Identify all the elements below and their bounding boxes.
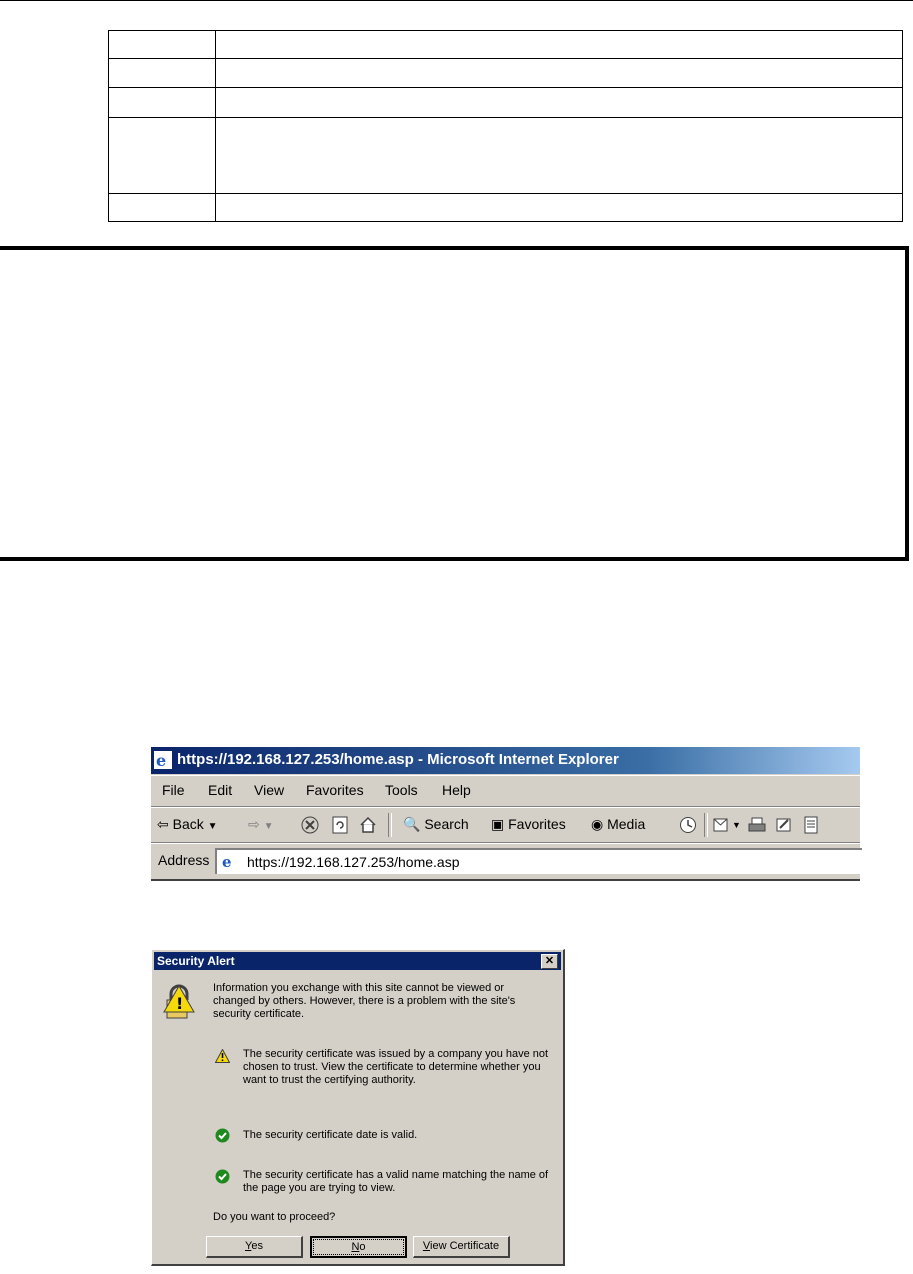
svg-text:e: e	[222, 853, 232, 870]
chevron-down-icon: ▼	[263, 821, 274, 832]
ie-logo-icon	[154, 751, 172, 769]
dialog-intro: Information you exchange with this site cannot be viewed or changed by others. However, there is a problem with the site's security certificate.	[213, 982, 516, 1020]
back-button[interactable]	[157, 816, 218, 833]
svg-text:!: !	[176, 994, 184, 1013]
menu-favorites[interactable]: Favorites	[306, 782, 364, 798]
table-cell	[216, 88, 903, 118]
view-access-key: V	[422, 1240, 431, 1252]
browser-title: https://192.168.127.253/home.asp - Microsoft Internet Explorer	[177, 751, 619, 768]
address-label: Address	[158, 852, 210, 868]
favorites-folder-icon: ▣	[491, 816, 505, 832]
yes-label: es	[251, 1240, 263, 1252]
certificate-date-text: The security certificate date is valid.	[243, 1129, 418, 1141]
svg-text:e: e	[156, 751, 167, 769]
certificate-name-text: The security certificate has a valid name matching the name of the page you are trying to view.	[243, 1169, 549, 1194]
address-bar	[151, 843, 860, 878]
dialog-title-bar	[154, 952, 561, 970]
view-certificate-label: iew Certificate	[430, 1240, 500, 1252]
favorites-button[interactable]	[491, 816, 566, 833]
chevron-down-icon[interactable]: ▼	[732, 820, 741, 830]
table-cell	[109, 59, 216, 88]
table-cell	[216, 59, 903, 88]
yes-button[interactable]	[206, 1236, 303, 1258]
favorites-label: Favorites	[508, 816, 566, 832]
browser-window	[151, 747, 860, 881]
no-label: o	[359, 1241, 366, 1253]
print-icon[interactable]	[748, 816, 766, 834]
table-cell	[109, 118, 216, 194]
dialog-question: Do you want to proceed?	[213, 1211, 336, 1223]
menu-tools[interactable]: Tools	[385, 782, 418, 798]
back-label: Back	[172, 816, 204, 832]
search-button[interactable]	[403, 816, 469, 833]
check-ok-icon	[215, 1169, 230, 1184]
certificate-warning-text: The security certificate was issued by a company you have not chosen to trust. View the certificate to determine whether you want to trust the certifying authority.	[243, 1048, 549, 1086]
dialog-title: Security Alert	[157, 954, 235, 968]
browser-title-bar	[151, 747, 860, 774]
address-value: https://192.168.127.253/home.asp	[247, 854, 460, 870]
address-input[interactable]	[215, 848, 862, 874]
search-icon: 🔍	[403, 816, 421, 832]
media-icon: ◉	[591, 816, 604, 832]
no-access-key: N	[351, 1241, 360, 1253]
chevron-down-icon: ▼	[207, 821, 218, 832]
parameter-table	[108, 30, 903, 222]
no-button[interactable]	[310, 1236, 407, 1258]
menu-view[interactable]: View	[254, 782, 285, 798]
stop-icon[interactable]	[301, 816, 319, 834]
table-cell	[216, 118, 903, 194]
lock-warning-icon	[163, 984, 195, 1020]
menu-bar	[151, 775, 860, 807]
table-cell	[109, 31, 216, 59]
toolbar-separator	[388, 813, 392, 837]
security-alert-dialog	[151, 949, 565, 1266]
media-label: Media	[607, 816, 646, 832]
history-icon[interactable]	[679, 816, 697, 834]
table-cell	[109, 88, 216, 118]
forward-arrow-icon: ⇨	[248, 816, 260, 832]
check-ok-icon	[215, 1128, 230, 1143]
table-cell	[216, 194, 903, 222]
table-cell	[216, 31, 903, 59]
menu-help[interactable]: Help	[442, 782, 471, 798]
ie-page-icon	[220, 853, 237, 870]
yes-access-key: Y	[245, 1240, 252, 1252]
close-button[interactable]: ✕	[541, 954, 558, 969]
standard-toolbar	[151, 807, 860, 843]
back-arrow-icon: ⇦	[157, 816, 169, 832]
mail-icon[interactable]	[713, 816, 731, 834]
menu-file[interactable]: File	[162, 782, 185, 798]
warning-icon	[215, 1049, 230, 1063]
forward-button[interactable]	[248, 816, 274, 833]
home-icon[interactable]	[359, 816, 377, 834]
toolbar-separator	[704, 813, 708, 837]
table-cell	[109, 194, 216, 222]
view-certificate-button[interactable]	[413, 1236, 510, 1258]
media-button[interactable]	[591, 816, 645, 833]
page-top-rule	[0, 0, 913, 1]
menu-edit[interactable]: Edit	[208, 782, 233, 798]
refresh-icon[interactable]	[331, 816, 349, 834]
search-label: Search	[424, 816, 469, 832]
note-box	[0, 246, 909, 561]
edit-icon[interactable]	[775, 816, 793, 834]
discuss-icon[interactable]	[802, 816, 820, 834]
